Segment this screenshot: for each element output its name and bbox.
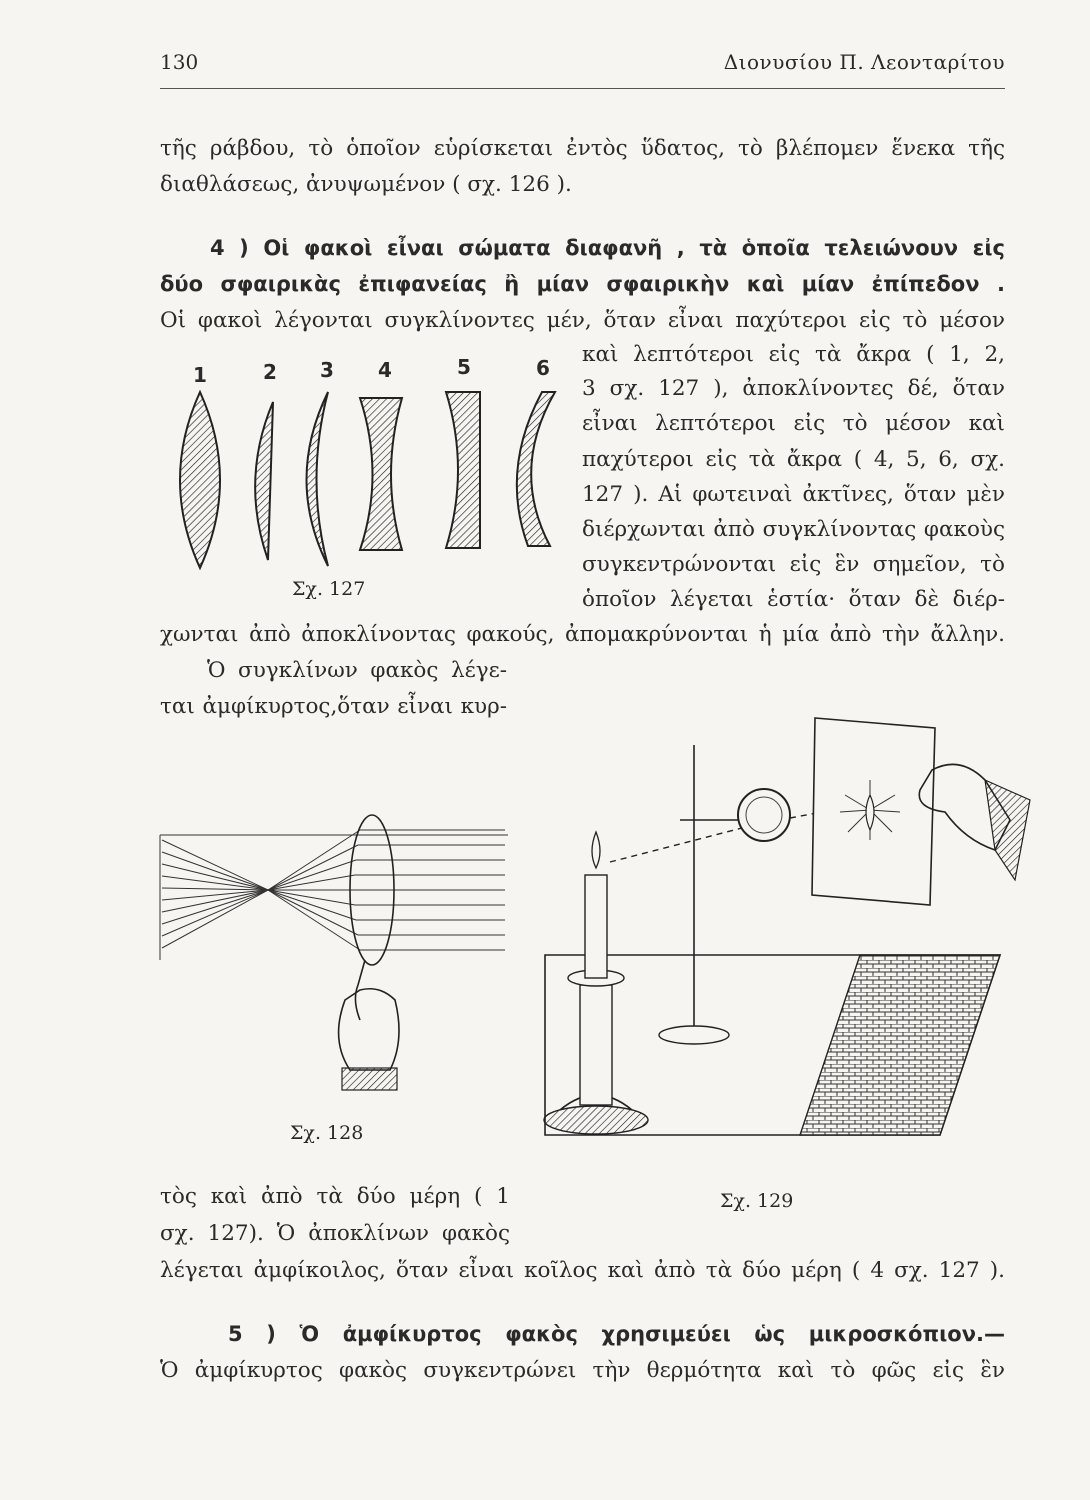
lens-1-biconvex	[180, 392, 220, 568]
hand	[339, 989, 399, 1070]
lens-number-2: 2	[263, 360, 277, 384]
lens-3-meniscus	[307, 392, 329, 566]
body-line: εἶναι λεπτότεροι εἰς τὸ μέσον καὶ	[582, 411, 1005, 436]
body-line: ται ἀμφίκυρτος,ὅταν εἶναι κυρ-	[160, 694, 507, 719]
figure-128-caption: Σχ. 128	[290, 1122, 364, 1144]
section-heading-4: 4 ) Οἱ φακοὶ εἶναι σώματα διαφανῆ , τὰ ὁποῖα τελειώνουν εἰς	[210, 236, 1005, 260]
body-line: τὸς καὶ ἀπὸ τὰ δύο μέρη ( 1	[160, 1184, 510, 1209]
body-line: σχ. 127). Ὁ ἀποκλίνων φακὸς	[160, 1221, 510, 1246]
body-line: Οἱ φακοὶ λέγονται συγκλίνοντες μέν, ὅταν εἶναι παχύτεροι εἰς τὸ μέσον	[160, 308, 1005, 333]
lens-number-5: 5	[457, 355, 471, 379]
cuff	[342, 1068, 397, 1090]
section-heading-5: 5 ) Ὁ ἀμφίκυρτος φακὸς χρησιμεύει ὡς μικροσκόπιον.—	[228, 1322, 1005, 1346]
lens-number-4: 4	[378, 358, 392, 382]
page-number: 130	[160, 50, 199, 74]
body-line: καὶ λεπτότεροι εἰς τὰ ἄκρα ( 1, 2,	[582, 342, 1005, 367]
body-line: λέγεται ἀμφίκοιλος, ὅταν εἶναι κοῖλος καὶ ἀπὸ τὰ δύο μέρη ( 4 σχ. 127 ).	[160, 1258, 1005, 1283]
body-line: συγκεντρώνονται εἰς ἓν σημεῖον, τὸ	[582, 552, 1005, 577]
body-line: 127 ). Αἱ φωτειναὶ ἀκτῖνες, ὅταν μὲν	[582, 482, 1005, 507]
lens-2-planoconvex	[255, 402, 273, 560]
body-line: τῆς ράβδου, τὸ ὁποῖον εὑρίσκεται ἐντὸς ὕδατος, τὸ βλέπομεν ἕνεκα τῆς	[160, 136, 1005, 161]
lens-number-6: 6	[536, 356, 550, 380]
lens-6-convexconcave	[517, 392, 555, 546]
figure-129-caption: Σχ. 129	[720, 1190, 794, 1212]
lens-number-1: 1	[193, 363, 207, 387]
body-line: χωνται ἀπὸ ἀποκλίνοντας φακούς, ἀπομακρύνονται ἡ μία ἀπὸ τὴν ἄλλην.	[160, 622, 1005, 647]
lens-4-biconcave	[360, 398, 402, 550]
body-line: 3 σχ. 127 ), ἀποκλίνοντες δέ, ὅταν	[582, 376, 1005, 401]
body-line: παχύτεροι εἰς τὰ ἄκρα ( 4, 5, 6, σχ.	[582, 447, 1005, 472]
candle-flame	[592, 832, 600, 868]
body-line: Ὁ συγκλίνων φακὸς λέγε-	[207, 658, 507, 683]
lens-5-planoconcave	[446, 392, 480, 548]
running-title: Διονυσίου Π. Λεονταρίτου	[723, 50, 1005, 74]
lens-number-3: 3	[320, 358, 334, 382]
body-line: ὁποῖον λέγεται ἑστία· ὅταν δὲ διέρ-	[582, 587, 1005, 612]
figure-128-rays	[160, 815, 508, 1090]
figure-129-apparatus	[544, 718, 1030, 1135]
body-line: διαθλάσεως, ἀνυψωμένον ( σχ. 126 ).	[160, 172, 572, 197]
section-heading-4-cont: δύο σφαιρικὰς ἐπιφανείας ἢ μίαν σφαιρικὴν καὶ μίαν ἐπίπεδον .	[160, 272, 1005, 296]
body-line: Ὁ ἀμφίκυρτος φακὸς συγκεντρώνει τὴν θερμότητα καὶ τὸ φῶς εἰς ἓν	[160, 1358, 1005, 1383]
body-line: διέρχωνται ἀπὸ συγκλίνοντας φακοὺς	[582, 517, 1005, 542]
figure-127-caption: Σχ. 127	[292, 578, 366, 600]
